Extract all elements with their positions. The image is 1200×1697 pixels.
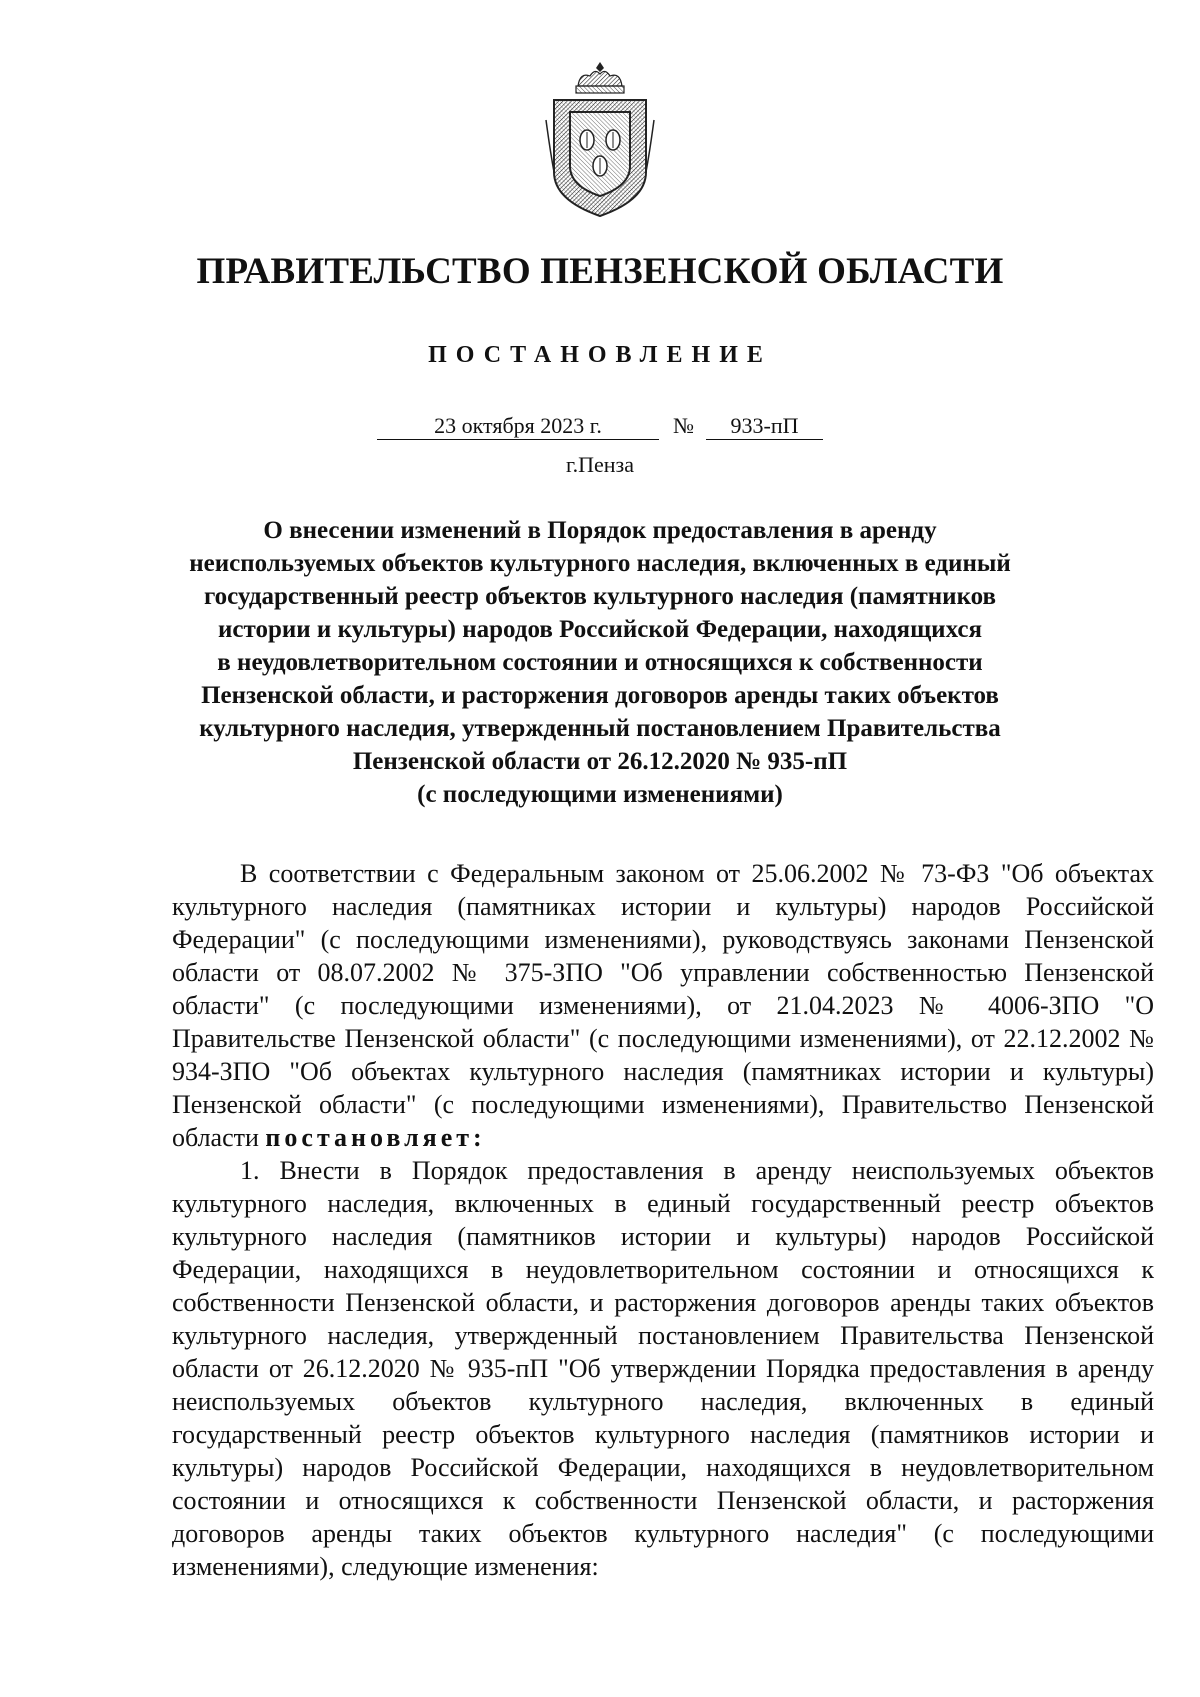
heading-line: неиспользуемых объектов культурного наследия, включенных в единый xyxy=(189,550,1011,577)
item-1-paragraph: 1. Внести в Порядок предоставления в аренду неиспользуемых объектов культурного наследия, включенных в единый государственный реестр объектов культурного наследия (памятников истории и культуры) народов Российской Федерации, находящихся в неудовлетворительном состоянии и относящихся к собственности Пензенской области, и расторжения договоров аренды таких объектов культурного наследия, утвержденный постановлением Правительства Пензенской области от 26.12.2020 № 935-пП "Об утверждении Порядка предоставления в аренду неиспользуемых объектов культурного наследия, включенных в единый государственный реестр объектов культурного наследия (памятников истории и культуры) народов Российской Федерации, находящихся в неудовлетворительном состоянии и относящихся к собственности Пензенской области, и расторжения договоров аренды таких объектов культурного наследия" (с последующими изменениями), следующие изменения: xyxy=(172,1156,1154,1581)
heading-line: Пензенской области, и расторжения договоров аренды таких объектов xyxy=(201,682,999,709)
document-body xyxy=(172,857,1154,1583)
heading-line: О внесении изменений в Порядок предоставления в аренду xyxy=(263,517,937,544)
heading-line: Пензенской области от 26.12.2020 № 935-пП xyxy=(352,748,848,775)
preamble-paragraph xyxy=(172,857,1154,1154)
number-sign: № xyxy=(673,413,694,438)
document-number: 933-пП xyxy=(706,413,823,440)
date-number-line xyxy=(0,413,1200,440)
preamble-text: В соответствии с Федеральным законом от 25.06.2002 № 73-ФЗ "Об объектах культурного наследия (памятниках истории и культуры) народов Российской Федерации" (с последующими изменениями), руководствуясь законами Пензенской области от 08.07.2002 № 375-ЗПО "Об управлении собственностью Пензенской области" (с последующими изменениями), от 21.04.2023 № 4006-ЗПО "О Правительстве Пензенской области" (с последующими изменениями), от 22.12.2002 № 934-ЗПО "Об объектах культурного наследия (памятниках истории и культуры) Пензенской области" (с последующими изменениями), Правительство Пензенской области xyxy=(172,859,1154,1152)
heading-line: в неудовлетворительном состоянии и относящихся к собственности xyxy=(217,649,983,676)
heading-line: государственный реестр объектов культурного наследия (памятников xyxy=(203,583,997,610)
document-date: 23 октября 2023 г. xyxy=(377,413,659,440)
government-title: ПРАВИТЕЛЬСТВО ПЕНЗЕНСКОЙ ОБЛАСТИ xyxy=(196,251,1004,292)
document-type: ПОСТАНОВЛЕНИЕ xyxy=(428,342,772,368)
heading-line: (с последующими изменениями) xyxy=(417,781,783,808)
heading-line: истории и культуры) народов Российской Федерации, находящихся xyxy=(218,616,982,643)
heading-line: культурного наследия, утвержденный постановлением Правительства xyxy=(199,715,1001,742)
city-name: г.Пенза xyxy=(566,452,634,477)
resolves-word: постановляет: xyxy=(265,1123,486,1152)
document-heading xyxy=(170,514,1030,811)
coat-of-arms-emblem xyxy=(540,60,660,220)
